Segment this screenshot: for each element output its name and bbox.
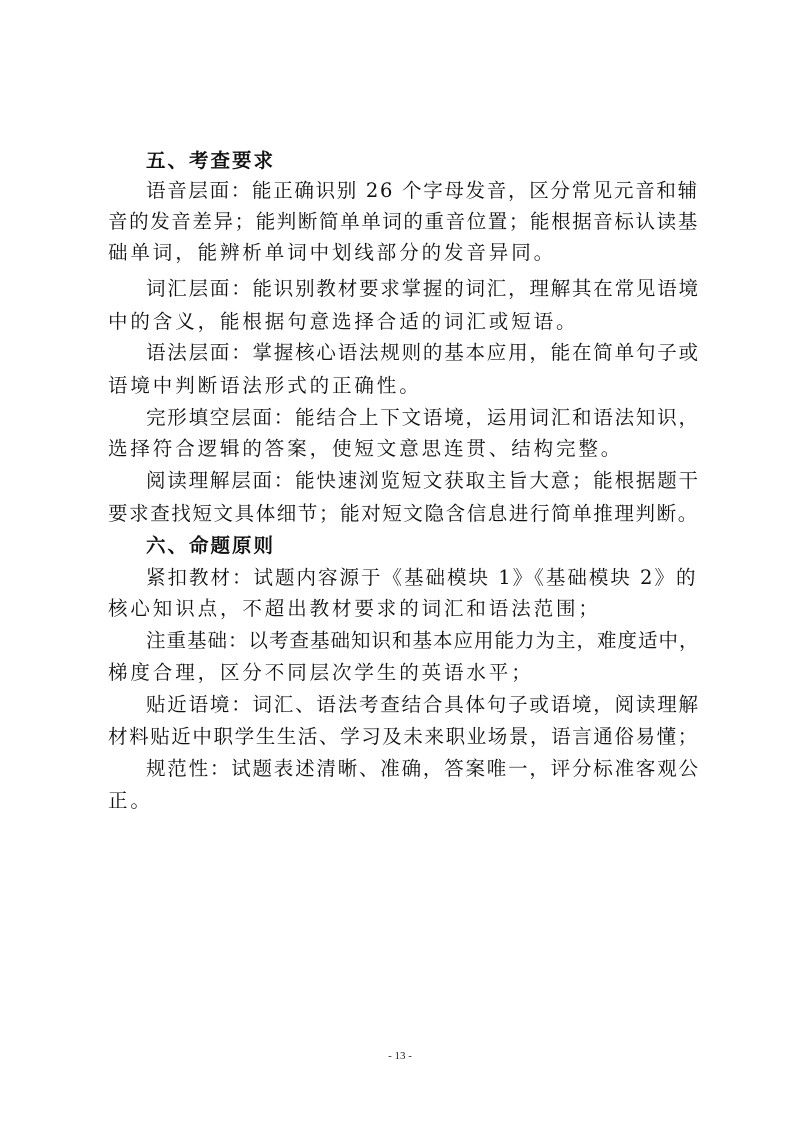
section-heading-six: 六、命题原则 xyxy=(146,534,276,557)
paragraph-line: 中的含义，能根据句意选择合适的词汇或短语。 xyxy=(108,310,579,333)
paragraph-line: 材料贴近中职学生生活、学习及未来职业场景，语言通俗易懂； xyxy=(108,725,699,748)
paragraph-line: 要求查找短文具体细节；能对短文隐含信息进行简单推理判断。 xyxy=(108,502,699,525)
paragraph-line: 选择符合逻辑的答案，使短文意思连贯、结构完整。 xyxy=(108,437,624,460)
paragraph-line: 贴近语境：词汇、语法考查结合具体句子或语境，阅读理解 xyxy=(146,693,700,716)
paragraph-line: 础单词，能辨析单词中划线部分的发音异同。 xyxy=(108,241,557,264)
section-heading-five: 五、考查要求 xyxy=(146,149,276,172)
paragraph-line: 规范性：试题表述清晰、准确，答案唯一，评分标准客观公 xyxy=(146,757,700,780)
paragraph-line: 语音层面：能正确识别 26 个字母发音，区分常见元音和辅 xyxy=(146,179,699,202)
paragraph-line: 注重基础：以考查基础知识和基本应用能力为主，难度适中， xyxy=(146,629,700,652)
paragraph-line: 音的发音差异；能判断简单单词的重音位置；能根据音标认读基 xyxy=(108,210,699,233)
paragraph-line: 紧扣教材：试题内容源于《基础模块 1》《基础模块 2》的 xyxy=(146,566,698,589)
paragraph-line: 语法层面：掌握核心语法规则的基本应用，能在简单句子或 xyxy=(146,341,700,364)
paragraph-line: 正。 xyxy=(108,789,153,812)
page-number: - 13 - xyxy=(388,1050,412,1062)
paragraph-line: 核心知识点，不超出教材要求的词汇和语法范围； xyxy=(108,597,601,620)
paragraph-line: 梯度合理，区分不同层次学生的英语水平； xyxy=(108,661,534,684)
paragraph-line: 语境中判断语法形式的正确性。 xyxy=(108,374,422,397)
paragraph-line: 完形填空层面：能结合上下文语境，运用词汇和语法知识， xyxy=(146,406,700,429)
paragraph-line: 阅读理解层面：能快速浏览短文获取主旨大意；能根据题干 xyxy=(146,469,700,492)
paragraph-line: 词汇层面：能识别教材要求掌握的词汇，理解其在常见语境 xyxy=(146,277,700,300)
